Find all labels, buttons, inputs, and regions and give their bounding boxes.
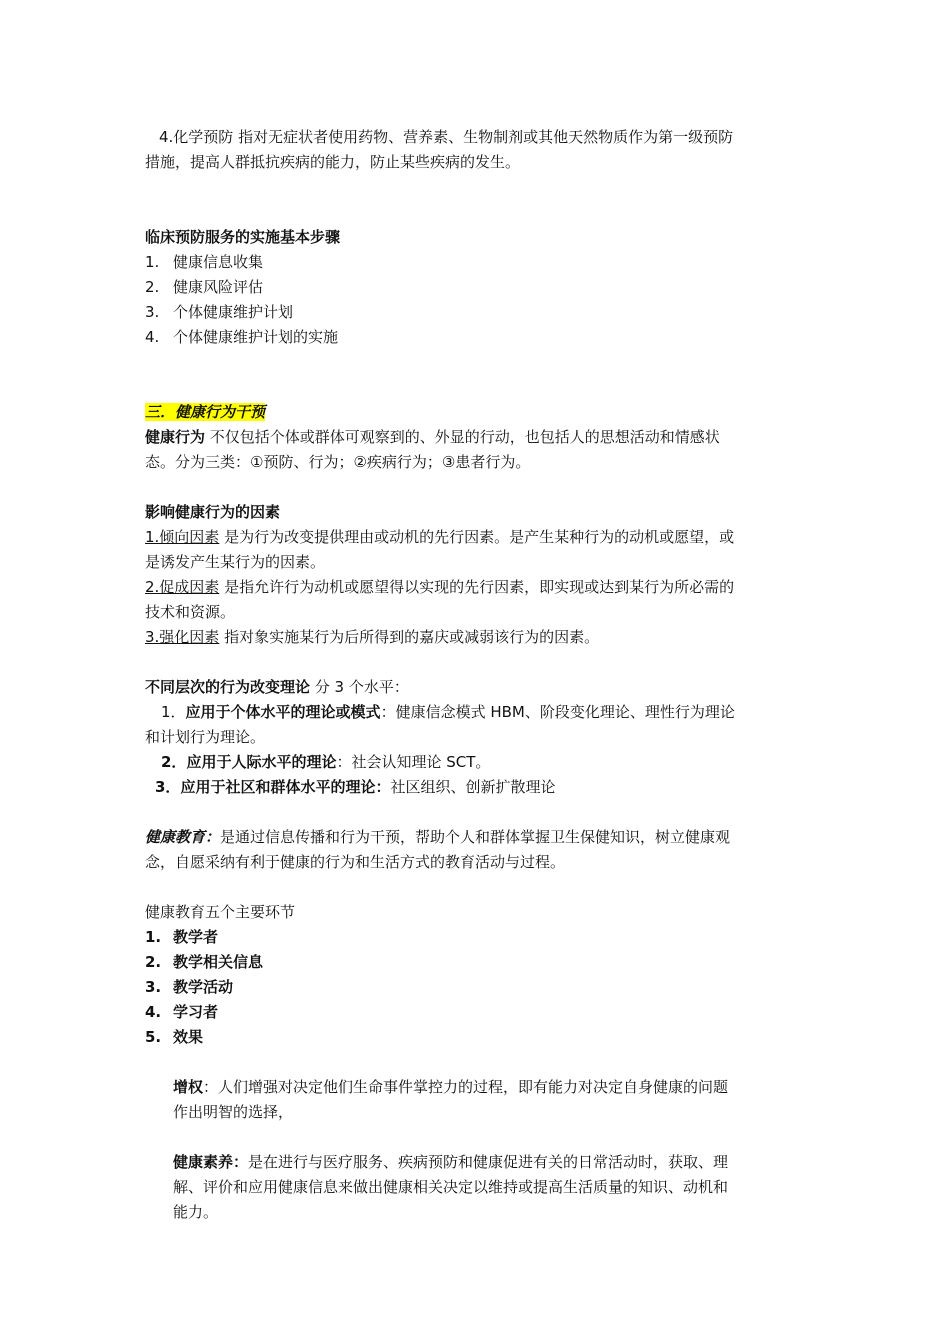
theories-title: 不同层次的行为改变理论 [145, 678, 311, 696]
clinical-steps-title: 临床预防服务的实施基本步骤 [145, 228, 341, 246]
list-item: 1. 健康信息收集 [145, 253, 264, 271]
theory-level-1: 1．应用于个体水平的理论或模式：健康信念模式 HBM、阶段变化理论、理性行为理论 [161, 703, 735, 721]
factor-2-term: 2.促成因素 [145, 578, 220, 596]
health-behavior-term: 健康行为 [145, 428, 206, 446]
health-education-line-2: 念，自愿采纳有利于健康的行为和生活方式的教育活动与过程。 [145, 853, 566, 871]
spacer [145, 1050, 810, 1075]
health-literacy-term: 健康素养： [173, 1153, 249, 1171]
list-item: 1. 教学者 [145, 928, 219, 946]
section-3 [145, 400, 810, 475]
list-item: 2. 教学相关信息 [145, 953, 264, 971]
factor-1-term: 1.倾向因素 [145, 528, 220, 546]
spacer [145, 800, 810, 825]
health-literacy-line-2: 解、评价和应用健康信息来做出健康相关决定以维持或提高生活质量的知识、动机和 [173, 1178, 729, 1196]
factor-1-line-1: 1.倾向因素 是为行为改变提供理由或动机的先行因素。是产生某种行为的动机或愿望，或 [145, 528, 735, 546]
health-literacy-line-1: 健康素养：是在进行与医疗服务、疾病预防和健康促进有关的日常活动时，获取、理 [173, 1153, 729, 1171]
factor-1-line-2: 是诱发产生某行为的因素。 [145, 553, 326, 571]
theory-level-2: 2．应用于人际水平的理论：社会认知理论 SCT。 [161, 753, 491, 771]
list-item: 4. 个体健康维护计划的实施 [145, 328, 339, 346]
factor-2-line-2: 技术和资源。 [145, 603, 236, 621]
factors-title: 影响健康行为的因素 [145, 503, 281, 521]
chem-prevention-line-2: 措施，提高人群抵抗疾病的能力，防止某些疾病的发生。 [145, 153, 521, 171]
health-behavior-line-2: 态。分为三类：①预防、行为；②疾病行为；③患者行为。 [145, 453, 531, 471]
health-education-term: 健康教育： [145, 828, 221, 846]
health-literacy-line-3: 能力。 [173, 1203, 219, 1221]
five-links-section [145, 900, 810, 1050]
spacer [145, 875, 810, 900]
list-item: 3. 个体健康维护计划 [145, 303, 294, 321]
clinical-steps-section [145, 225, 810, 350]
five-links-title: 健康教育五个主要环节 [145, 903, 296, 921]
document-page [145, 125, 810, 1225]
factor-3-line-1: 3.强化因素 指对象实施某行为后所得到的嘉庆或减弱该行为的因素。 [145, 628, 600, 646]
health-literacy-section [145, 1150, 810, 1225]
health-education-line-1: 健康教育：是通过信息传播和行为干预，帮助个人和群体掌握卫生保健知识，树立健康观 [145, 828, 731, 846]
spacer [145, 1125, 810, 1150]
empowerment-term: 增权 [173, 1078, 204, 1096]
chem-prevention-line-1: 4.化学预防 指对无症状者使用药物、营养素、生物制剂或其他天然物质作为第一级预防 [159, 128, 734, 146]
factors-section [145, 500, 810, 650]
spacer [145, 175, 810, 225]
empowerment-line-2: 作出明智的选择， [173, 1103, 294, 1121]
factor-3-term: 3.强化因素 [145, 628, 220, 646]
list-item: 4. 学习者 [145, 1003, 219, 1021]
list-item: 5. 效果 [145, 1028, 204, 1046]
theory-level-1-line-2: 和计划行为理论。 [145, 728, 266, 746]
spacer [145, 475, 810, 500]
empowerment-line-1: 增权：人们增强对决定他们生命事件掌控力的过程，即有能力对决定自身健康的问题 [173, 1078, 729, 1096]
theories-section [145, 675, 810, 800]
spacer [145, 650, 810, 675]
health-behavior-line-1: 健康行为 不仅包括个体或群体可观察到的、外显的行动，也包括人的思想活动和情感状 [145, 428, 720, 446]
theories-title-row: 不同层次的行为改变理论 分 3 个水平： [145, 678, 409, 696]
spacer [145, 350, 810, 400]
section-3-heading-row [145, 400, 810, 425]
chem-prevention-paragraph [145, 125, 810, 175]
list-item: 3. 教学活动 [145, 978, 234, 996]
factor-2-line-1: 2.促成因素 是指允许行为动机或愿望得以实现的先行因素，即实现或达到某行为所必需的 [145, 578, 735, 596]
health-education-section [145, 825, 810, 875]
theory-level-3: 3．应用于社区和群体水平的理论：社区组织、创新扩散理论 [155, 778, 556, 796]
section-3-heading: 三．健康行为干预 [145, 403, 266, 421]
list-item: 2. 健康风险评估 [145, 278, 264, 296]
empowerment-section [145, 1075, 810, 1125]
